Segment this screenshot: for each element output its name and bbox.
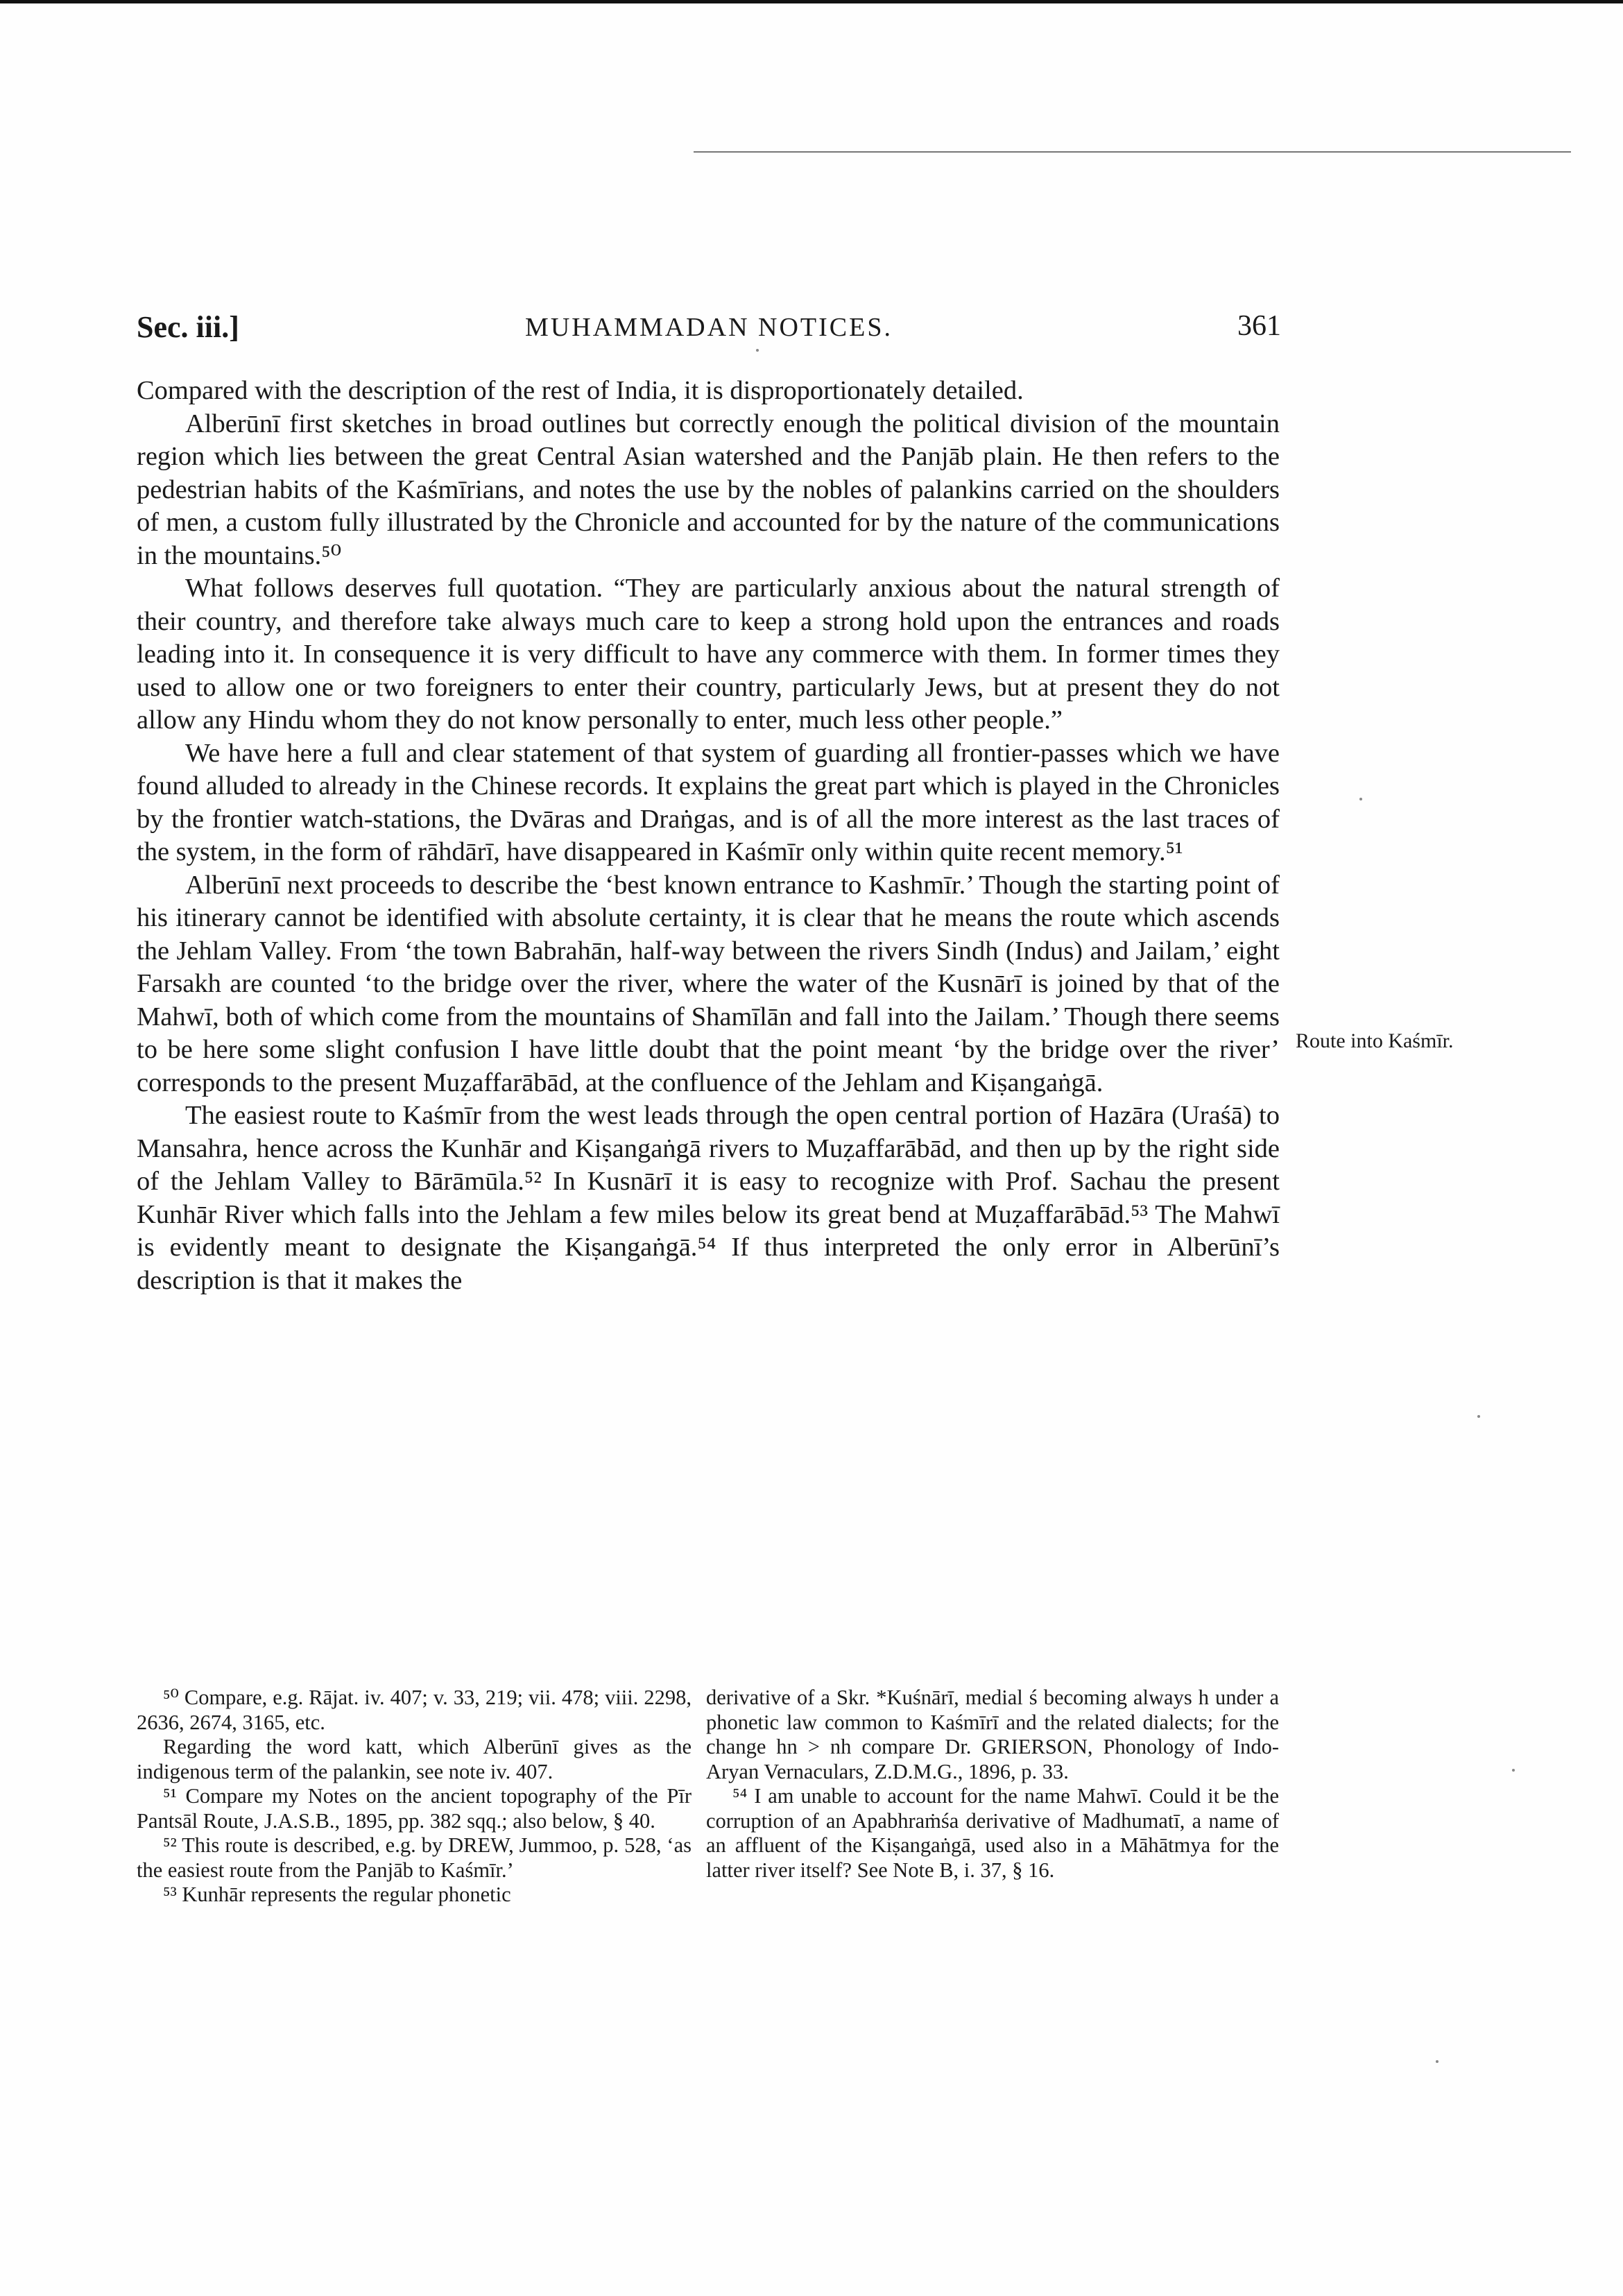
- top-border: [0, 0, 1623, 3]
- scan-speck: [756, 349, 759, 352]
- page-number: 361: [1237, 310, 1281, 342]
- footnote: ⁵² This route is described, e.g. by DREW, Jummoo, p. 528, ‘as the easiest route from the Panjāb to Kaśmīr.’: [137, 1833, 692, 1882]
- paragraph: The easiest route to Kaśmīr from the west leads through the open central portion of Hazāra (Uraśā) to Mansahra, hence across the Kunhār and Kiṣangaṅgā rivers to Muẓaffarābād, and then up by the right side of the Jehlam Valley to Bārāmūla.⁵² In Kusnārī it is easy to recognize with Prof. Sachau the present Kunhār River which falls into the Jehlam a few miles below its great bend at Muẓaffarābād.⁵³ The Mahwī is evidently meant to designate the Kiṣangaṅgā.⁵⁴ If thus interpreted the only error in Alberūnī’s description is that it makes the: [137, 1101, 1280, 1295]
- footnote: Regarding the word katt, which Alberūnī gives as the indigenous term of the palankin, see note iv. 407.: [137, 1735, 692, 1783]
- footnote: ⁵¹ Compare my Notes on the ancient topography of the Pīr Pantsāl Route, J.A.S.B., 1895, pp. 382 sqq.; also below, § 40.: [137, 1784, 692, 1833]
- paragraph: Compared with the description of the rest of India, it is disproportionately detailed.: [137, 376, 1024, 405]
- running-header: [137, 309, 1281, 351]
- paragraph: Alberūnī first sketches in broad outlines but correctly enough the political division of the mountain region which lies between the great Central Asian watershed and the Panjāb plain. He then refers to the pedestrian habits of the Kaśmīrians, and notes the use by the nobles of palankins carried on the shoulders of men, a custom fully illustrated by the Chronicle and accounted for by the nature of the communications in the mountains.⁵⁰: [137, 409, 1280, 570]
- marginal-note: Route into Kaśmīr.: [1296, 1029, 1454, 1052]
- footnotes-right-column: [706, 1686, 1279, 1883]
- scan-speck: [1359, 798, 1362, 800]
- scan-speck: [1512, 1769, 1515, 1772]
- main-text: [137, 375, 1280, 1297]
- footnote: derivative of a Skr. *Kuśnārī, medial ś becoming always h under a phonetic law common to Kaśmīrī and the related dialects; for the change hn > nh compare Dr. GRIERSON, Phonology of Indo-Aryan Vernaculars, Z.D.M.G., 1896, p. 33.: [706, 1686, 1279, 1783]
- footnote: ⁵³ Kunhār represents the regular phonetic: [163, 1883, 511, 1906]
- paragraph: What follows deserves full quotation. “They are particularly anxious about the natural strength of their country, and therefore take always much care to keep a strong hold upon the entrances and roads leading into it. In consequence it is very difficult to have any commerce with them. In former times they used to allow one or two foreigners to enter their country, particularly Jews, but at present they do not allow any Hindu whom they do not know personally to enter, much less other people.”: [137, 574, 1280, 735]
- footnotes-left-column: [137, 1686, 692, 1908]
- paragraph: Alberūnī next proceeds to describe the ‘best known entrance to Kashmīr.’ Though the starting point of his itinerary cannot be identified with absolute certainty, it is clear that he means the route which ascends the Jehlam Valley. From ‘the town Babrahān, half-way between the rivers Sindh (Indus) and Jailam,’ eight Farsakh are counted ‘to the bridge over the river, where the water of the Kusnārī is joined by that of the Mahwī, both of which come from the mountains of Shamīlān and fall into the Jailam.’ Though there seems to be here some slight confusion I have little doubt that the point meant ‘by the bridge over the river’ corresponds to the present Muẓaffarābād, at the confluence of the Jehlam and Kiṣangaṅgā.: [137, 870, 1280, 1097]
- scan-speck: [1436, 2060, 1439, 2063]
- scan-speck: [1477, 1415, 1480, 1418]
- footnote: ⁵⁴ I am unable to account for the name Mahwī. Could it be the corruption of an Apabhraṁśa derivative of Madhumatī, a name of an affluent of the Kiṣangaṅgā, used also in a Māhātmya for the latter river itself? See Note B, i. 37, § 16.: [706, 1784, 1279, 1882]
- running-title: MUHAMMADAN NOTICES.: [525, 313, 893, 342]
- footnote: ⁵⁰ Compare, e.g. Rājat. iv. 407; v. 33, 219; vii. 478; viii. 2298, 2636, 2674, 3165, etc.: [137, 1686, 692, 1734]
- scan-rule-line: [694, 151, 1571, 153]
- section-label: Sec. iii.]: [137, 310, 239, 344]
- paragraph: We have here a full and clear statement of that system of guarding all frontier-passes which we have found alluded to already in the Chinese records. It explains the great part which is played in the Chronicles by the frontier watch-stations, the Dvāras and Draṅgas, and is of all the more interest as the last traces of the system, in the form of rāhdārī, have disappeared in Kaśmīr only within quite recent memory.⁵¹: [137, 738, 1280, 866]
